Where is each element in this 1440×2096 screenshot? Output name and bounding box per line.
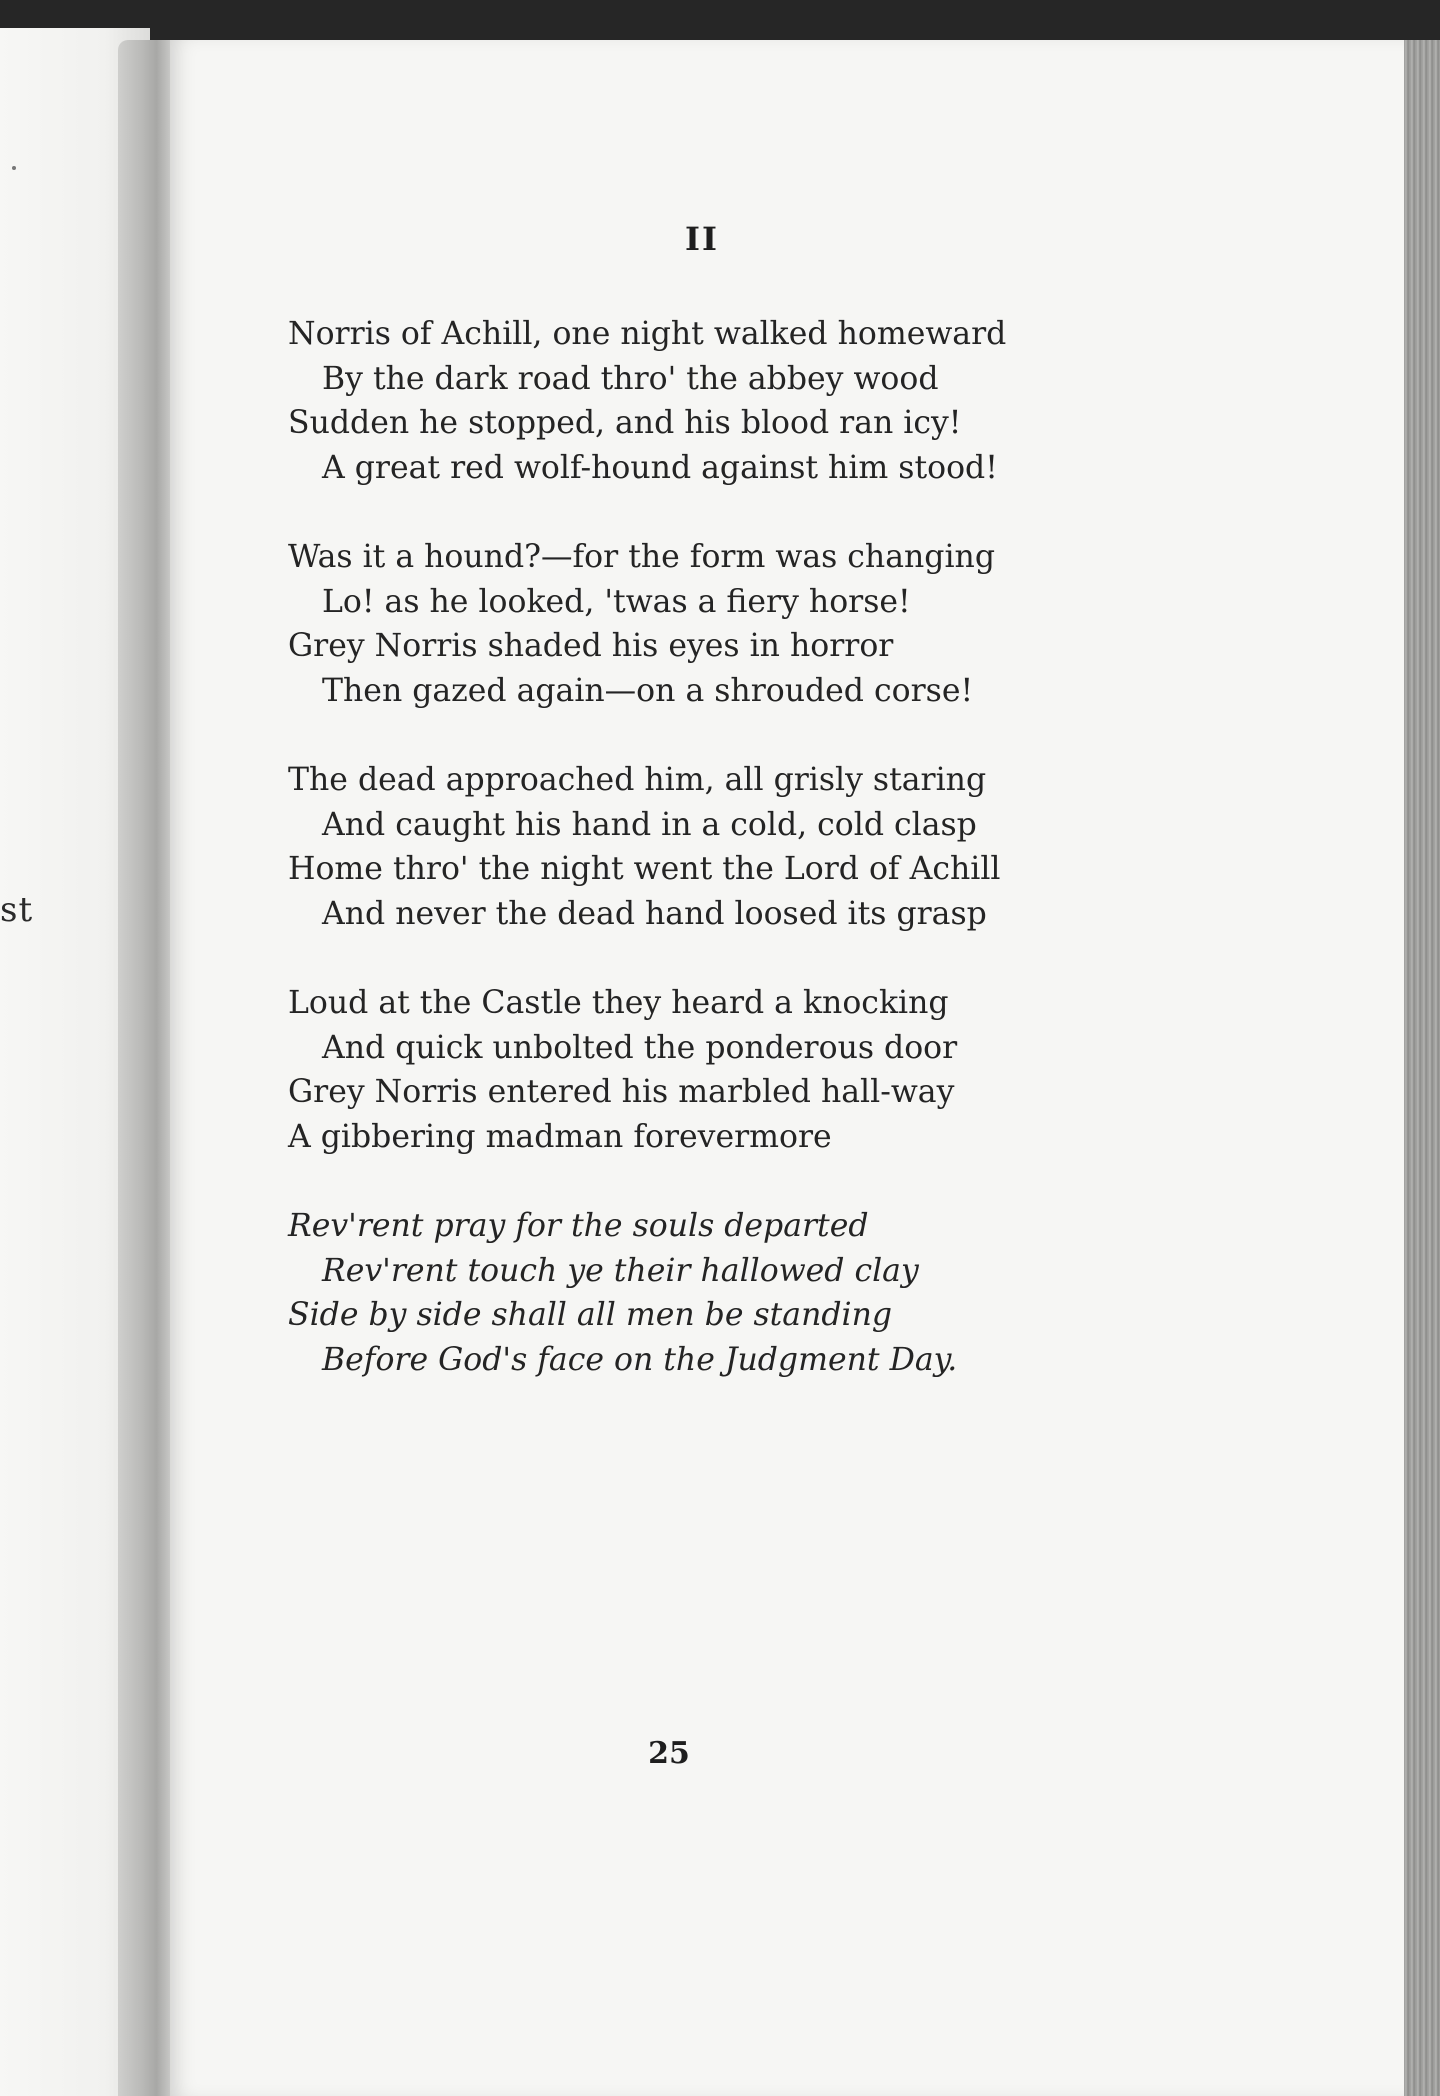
poem-line: A great red wolf-hound against him stood! <box>322 449 998 486</box>
stanza <box>288 981 1088 1159</box>
poem-line: Norris of Achill, one night walked homeward <box>288 316 1007 352</box>
poem-line: Before God's face on the Judgment Day. <box>322 1341 958 1378</box>
page-number: 25 <box>648 1736 690 1771</box>
poem-line: Side by side shall all men be standing <box>288 1297 893 1333</box>
poem-line: Lo! as he looked, 'twas a fiery horse! <box>322 583 911 620</box>
poem-line: Home thro' the night went the Lord of Achill <box>288 851 1001 887</box>
stanza <box>288 535 1088 713</box>
poem-line: The dead approached him, all grisly staring <box>288 762 987 798</box>
previous-page-text-fragment: st <box>0 890 34 930</box>
poem-line: Rev'rent pray for the souls departed <box>288 1208 869 1244</box>
stanza <box>288 312 1088 490</box>
poem-line: Then gazed again—on a shrouded corse! <box>322 672 974 709</box>
stanza-italic <box>288 1204 1088 1382</box>
poem-line: Was it a hound?—for the form was changing <box>288 539 995 575</box>
poem-line: And quick unbolted the ponderous door <box>322 1029 958 1066</box>
poem-body <box>288 312 1088 1427</box>
section-heading: II <box>685 220 719 258</box>
page-fore-edge <box>1404 40 1440 2096</box>
poem-line: By the dark road thro' the abbey wood <box>322 360 939 397</box>
poem-line: And never the dead hand loosed its grasp <box>322 895 987 932</box>
poem-line: Rev'rent touch ye their hallowed clay <box>322 1252 919 1289</box>
stanza <box>288 758 1088 936</box>
poem-line: Loud at the Castle they heard a knocking <box>288 985 949 1021</box>
poem-line: Sudden he stopped, and his blood ran icy! <box>288 405 962 441</box>
page-speck <box>12 166 16 170</box>
poem-line: Grey Norris shaded his eyes in horror <box>288 628 894 664</box>
poem-line: And caught his hand in a cold, cold clasp <box>322 806 977 843</box>
poem-line: A gibbering madman forevermore <box>288 1118 832 1155</box>
poem-line: Grey Norris entered his marbled hall-way <box>288 1074 955 1110</box>
